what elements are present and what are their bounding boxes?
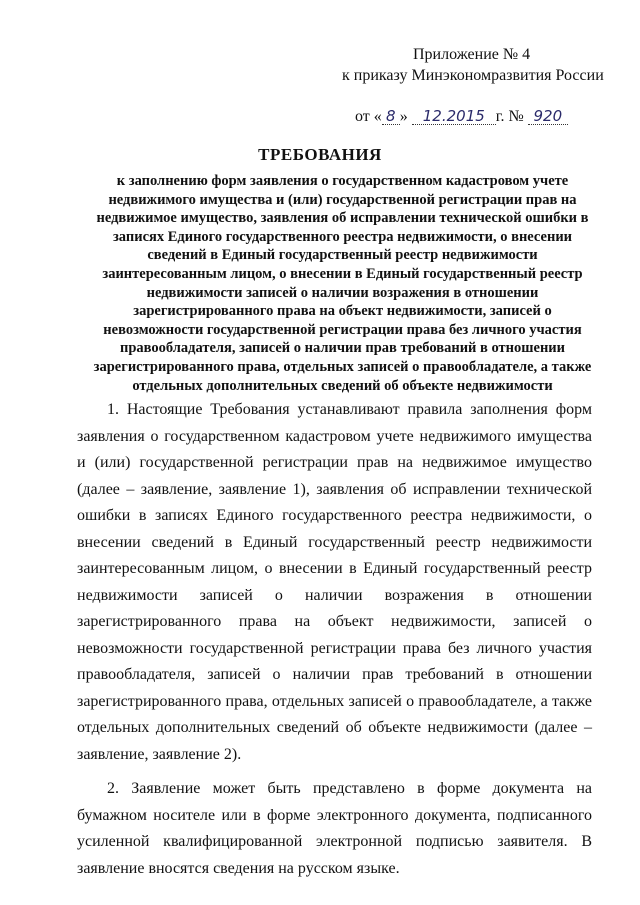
document-header: [335, 44, 605, 127]
document-subtitle: к заполнению форм заявления о государственном кадастровом учете недвижимого имущества и (или) государственной регистрации прав на недвижимое имущество, заявления об исправлении технической ошибки в записях Единого государственного реестра недвижимости, о внесении сведений в Единый государственный реестр недвижимости заинтересованным лицом, о внесении в Единый государственный реестр недвижимости записей о наличии возражения в отношении зарегистрированного права на объект недвижимости, записей о невозможности государственной регистрации права без личного участия правообладателя, записей о наличии прав требований в отношении зарегистрированного права, отдельных записей о правообладателе, а также отдельных дополнительных сведений об объекте недвижимости: [93, 173, 592, 394]
paragraph-2: 2. Заявление может быть представлено в форме документа на бумажном носителе или в форме электронного документа, подписанного усиленной квалифицированной электронной подписью заявителя. В заявление вносятся сведения на русском языке.: [77, 780, 592, 877]
order-number: 920: [528, 108, 568, 125]
date-year-suffix: г. №: [495, 108, 524, 125]
order-reference: к приказу Минэкономразвития России: [342, 67, 604, 84]
date-month-year: 12.2015: [412, 108, 496, 125]
appendix-label: Приложение № 4: [413, 46, 531, 63]
document-title: ТРЕБОВАНИЯ: [258, 145, 382, 164]
document-body: [77, 397, 592, 882]
date-prefix: от «: [355, 108, 382, 125]
date-quote-close: »: [399, 108, 408, 125]
paragraph-1: 1. Настоящие Требования устанавливают правила заполнения форм заявления о государственном кадастровом учете недвижимого имущества и (или) государственной регистрации прав на недвижимое имущество (далее – заявление, заявление 1), заявления об исправлении технической ошибки в записях Единого государственного реестра недвижимости, о внесении сведений в Единый государственный реестр недвижимости заинтересованным лицом, о внесении в Единый государственный реестр недвижимости записей о наличии возражения в отношении зарегистрированного права на объект недвижимости, записей о невозможности государственной регистрации права без личного участия правообладателя, записей о наличии прав требований в отношении зарегистрированного права, отдельных записей о правообладателе, а также отдельных дополнительных сведений об объекте недвижимости (далее – заявление, заявление 2).: [77, 401, 592, 763]
order-date-line: [355, 106, 605, 127]
date-day: 8: [382, 108, 400, 125]
